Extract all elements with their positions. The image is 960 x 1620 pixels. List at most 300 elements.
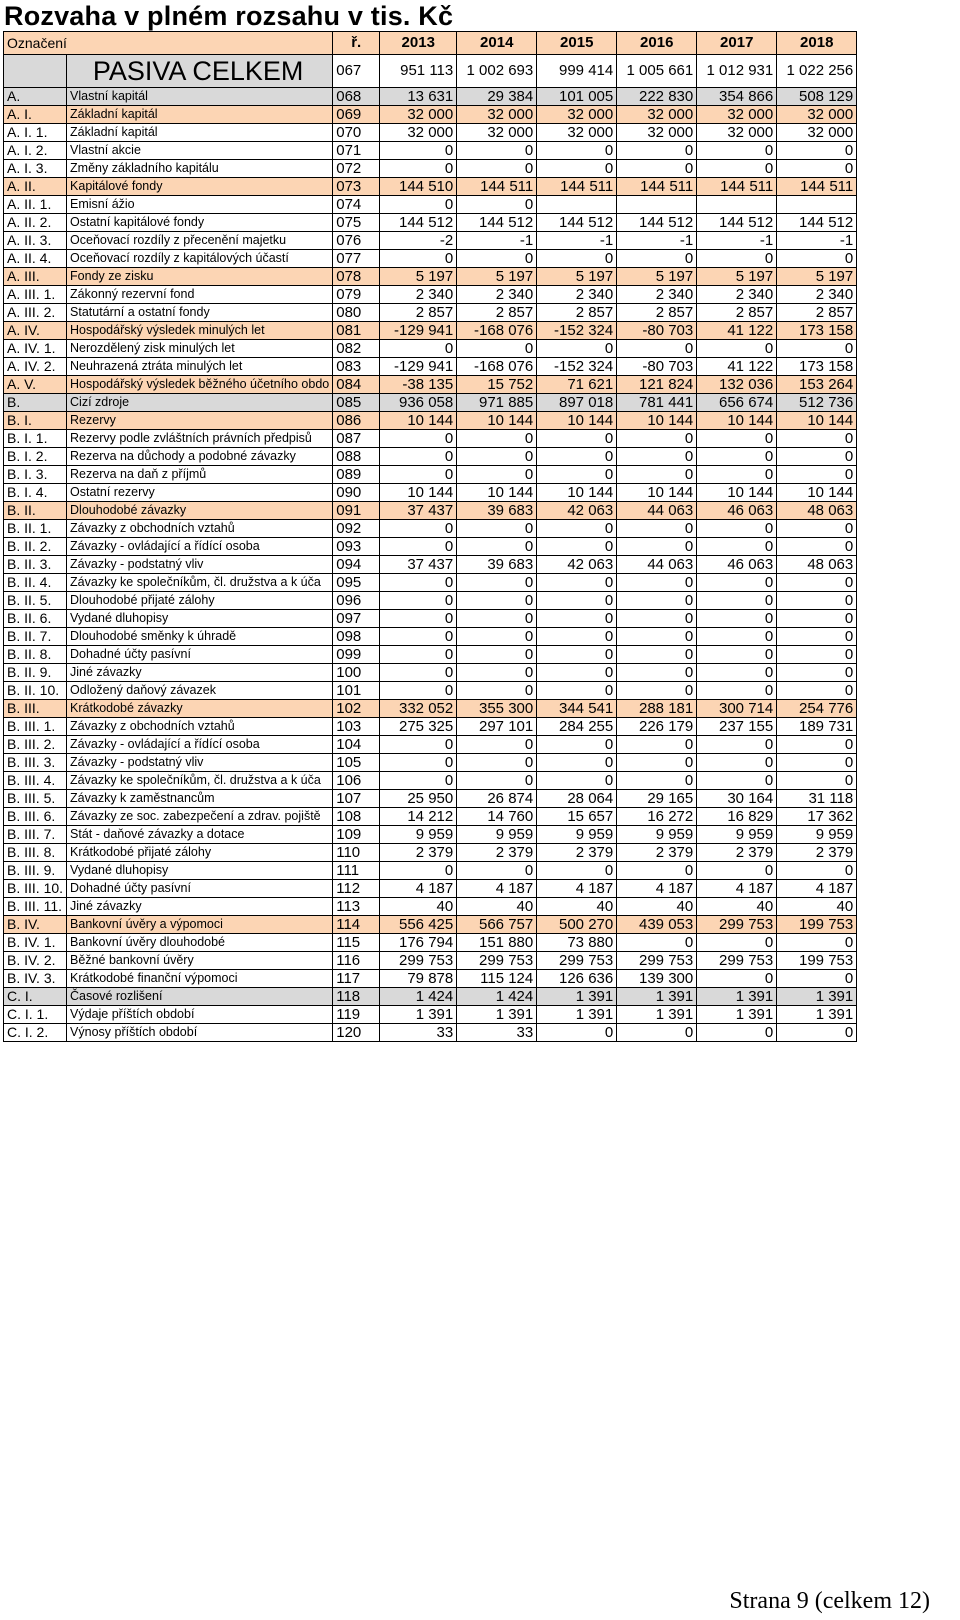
row-value: 0 xyxy=(697,754,777,772)
row-value: 0 xyxy=(697,574,777,592)
row-value: 0 xyxy=(697,646,777,664)
row-value: 32 000 xyxy=(380,124,457,142)
table-row xyxy=(4,556,857,574)
row-value: 0 xyxy=(537,754,617,772)
row-value: 0 xyxy=(697,160,777,178)
row-name: Hospodářský výsledek minulých let xyxy=(67,322,333,340)
row-code: B. II. 1. xyxy=(4,520,67,538)
table-row xyxy=(4,826,857,844)
row-value: 40 xyxy=(537,898,617,916)
row-name: Stát - daňové závazky a dotace xyxy=(67,826,333,844)
row-value: 121 824 xyxy=(617,376,697,394)
row-value: 15 657 xyxy=(537,808,617,826)
row-name: Závazky ke společníkům, čl. družstva a k úča xyxy=(67,772,333,790)
table-row xyxy=(4,574,857,592)
row-value: 0 xyxy=(380,448,457,466)
row-value: 897 018 xyxy=(537,394,617,412)
row-value: -152 324 xyxy=(537,322,617,340)
row-name: Běžné bankovní úvěry xyxy=(67,952,333,970)
row-value: 10 144 xyxy=(617,412,697,430)
row-value: 37 437 xyxy=(380,502,457,520)
row-value: 1 391 xyxy=(697,988,777,1006)
row-value: 0 xyxy=(697,934,777,952)
row-value: 32 000 xyxy=(777,124,857,142)
row-code: B. II. 8. xyxy=(4,646,67,664)
row-value: 0 xyxy=(537,466,617,484)
row-value: 0 xyxy=(457,862,537,880)
row-name: Závazky k zaměstnancům xyxy=(67,790,333,808)
row-code: B. III. 9. xyxy=(4,862,67,880)
row-value: 0 xyxy=(380,610,457,628)
row-number: 091 xyxy=(333,502,380,520)
row-value: 936 058 xyxy=(380,394,457,412)
row-value: 0 xyxy=(457,466,537,484)
row-value: 300 714 xyxy=(697,700,777,718)
row-number: 080 xyxy=(333,304,380,322)
row-value: 0 xyxy=(777,682,857,700)
row-value: 0 xyxy=(617,592,697,610)
row-code: B. III. 8. xyxy=(4,844,67,862)
row-name: Základní kapitál xyxy=(67,124,333,142)
page-title: Rozvaha v plném rozsahu v tis. Kč xyxy=(4,1,454,31)
total-value: 951 113 xyxy=(380,55,457,88)
row-value: 0 xyxy=(537,628,617,646)
row-value: 48 063 xyxy=(777,556,857,574)
row-code: B. xyxy=(4,394,67,412)
row-value: 32 000 xyxy=(697,124,777,142)
row-value: 439 053 xyxy=(617,916,697,934)
row-number: 069 xyxy=(333,106,380,124)
row-name: Hospodářský výsledek běžného účetního obdo xyxy=(67,376,333,394)
row-value xyxy=(697,196,777,214)
row-value: 0 xyxy=(537,646,617,664)
row-code: A. III. xyxy=(4,268,67,286)
row-code: B. IV. xyxy=(4,916,67,934)
row-number: 087 xyxy=(333,430,380,448)
table-row xyxy=(4,664,857,682)
row-value: 0 xyxy=(380,754,457,772)
row-code: A. IV. xyxy=(4,322,67,340)
row-value: 40 xyxy=(777,898,857,916)
row-code: B. III. 2. xyxy=(4,736,67,754)
row-value: 0 xyxy=(617,736,697,754)
row-value: 5 197 xyxy=(457,268,537,286)
row-name: Závazky ze soc. zabezpečení a zdrav. pojiště xyxy=(67,808,333,826)
row-code: A. II. 3. xyxy=(4,232,67,250)
row-number: 111 xyxy=(333,862,380,880)
table-row xyxy=(4,808,857,826)
row-value: 0 xyxy=(457,628,537,646)
row-name: Vlastní akcie xyxy=(67,142,333,160)
table-row xyxy=(4,718,857,736)
row-code: A. IV. 1. xyxy=(4,340,67,358)
table-row xyxy=(4,484,857,502)
row-value: 144 511 xyxy=(457,178,537,196)
row-code: B. II. 4. xyxy=(4,574,67,592)
row-number: 083 xyxy=(333,358,380,376)
row-name: Fondy ze zisku xyxy=(67,268,333,286)
row-value: 0 xyxy=(617,448,697,466)
table-row xyxy=(4,232,857,250)
row-value: 0 xyxy=(617,538,697,556)
row-value: 0 xyxy=(537,160,617,178)
row-value: 299 753 xyxy=(697,952,777,970)
row-value: 2 379 xyxy=(617,844,697,862)
row-value: 0 xyxy=(697,970,777,988)
balance-sheet-table xyxy=(3,31,857,1042)
row-name: Dohadné účty pasívní xyxy=(67,880,333,898)
table-row xyxy=(4,736,857,754)
row-value: -129 941 xyxy=(380,322,457,340)
row-value: 0 xyxy=(777,430,857,448)
table-row xyxy=(4,286,857,304)
table-row xyxy=(4,1006,857,1024)
row-name: Vlastní kapitál xyxy=(67,88,333,106)
row-code: B. III. xyxy=(4,700,67,718)
table-row xyxy=(4,934,857,952)
row-value: 354 866 xyxy=(697,88,777,106)
row-value: 32 000 xyxy=(537,106,617,124)
row-name: Rezerva na důchody a podobné závazky xyxy=(67,448,333,466)
row-value: 0 xyxy=(777,646,857,664)
table-row xyxy=(4,628,857,646)
row-code: A. xyxy=(4,88,67,106)
row-value: 9 959 xyxy=(380,826,457,844)
row-value: 0 xyxy=(617,430,697,448)
row-value: 5 197 xyxy=(777,268,857,286)
row-value: 32 000 xyxy=(380,106,457,124)
row-value: 0 xyxy=(457,592,537,610)
row-value: 4 187 xyxy=(777,880,857,898)
table-row xyxy=(4,376,857,394)
row-value: 0 xyxy=(697,862,777,880)
row-value: 2 379 xyxy=(697,844,777,862)
row-value: 500 270 xyxy=(537,916,617,934)
row-number: 100 xyxy=(333,664,380,682)
table-row xyxy=(4,124,857,142)
row-value: 0 xyxy=(777,538,857,556)
row-value: 31 118 xyxy=(777,790,857,808)
row-value: 1 424 xyxy=(457,988,537,1006)
row-value: 42 063 xyxy=(537,502,617,520)
row-code: B. I. 1. xyxy=(4,430,67,448)
row-value: -1 xyxy=(537,232,617,250)
row-value: 355 300 xyxy=(457,700,537,718)
row-name: Závazky ke společníkům, čl. družstva a k úča xyxy=(67,574,333,592)
row-name: Rezervy xyxy=(67,412,333,430)
row-name: Ostatní rezervy xyxy=(67,484,333,502)
row-name: Dlouhodobé směnky k úhradě xyxy=(67,628,333,646)
row-value: 0 xyxy=(380,574,457,592)
row-value: 0 xyxy=(537,538,617,556)
row-number: 103 xyxy=(333,718,380,736)
total-value: 999 414 xyxy=(537,55,617,88)
header-year: 2018 xyxy=(777,32,857,55)
row-value: -168 076 xyxy=(457,358,537,376)
row-value: 0 xyxy=(617,574,697,592)
row-value: -80 703 xyxy=(617,322,697,340)
header-year: 2015 xyxy=(537,32,617,55)
header-year: 2014 xyxy=(457,32,537,55)
row-number: 106 xyxy=(333,772,380,790)
row-value: 0 xyxy=(457,196,537,214)
row-name: Oceňovací rozdíly z kapitálových účastí xyxy=(67,250,333,268)
row-name: Krátkodobé finanční výpomoci xyxy=(67,970,333,988)
row-value: 176 794 xyxy=(380,934,457,952)
row-code: B. I. 4. xyxy=(4,484,67,502)
row-code: A. II. 4. xyxy=(4,250,67,268)
row-value: 0 xyxy=(380,250,457,268)
row-value: 2 857 xyxy=(617,304,697,322)
row-number: 112 xyxy=(333,880,380,898)
row-value: 0 xyxy=(777,448,857,466)
table-row xyxy=(4,160,857,178)
row-code: C. I. 1. xyxy=(4,1006,67,1024)
row-value: 0 xyxy=(777,1024,857,1042)
row-value: 0 xyxy=(537,592,617,610)
table-row xyxy=(4,142,857,160)
row-value: 32 000 xyxy=(697,106,777,124)
row-value: 0 xyxy=(617,664,697,682)
table-row xyxy=(4,466,857,484)
table-row xyxy=(4,304,857,322)
row-name: Kapitálové fondy xyxy=(67,178,333,196)
row-value: 1 391 xyxy=(457,1006,537,1024)
row-value: 0 xyxy=(537,340,617,358)
row-name: Závazky - podstatný vliv xyxy=(67,556,333,574)
row-value: 0 xyxy=(777,610,857,628)
row-value: 0 xyxy=(537,664,617,682)
row-value: 30 164 xyxy=(697,790,777,808)
row-value: 0 xyxy=(537,1024,617,1042)
row-value: 288 181 xyxy=(617,700,697,718)
row-value: 297 101 xyxy=(457,718,537,736)
row-number: 079 xyxy=(333,286,380,304)
row-value: 0 xyxy=(617,862,697,880)
row-value: 1 424 xyxy=(380,988,457,1006)
total-label: PASIVA CELKEM xyxy=(67,55,333,88)
row-value xyxy=(777,196,857,214)
header-label: Označení xyxy=(4,32,333,55)
row-number: 119 xyxy=(333,1006,380,1024)
row-value: 9 959 xyxy=(457,826,537,844)
row-number: 096 xyxy=(333,592,380,610)
row-value: 1 391 xyxy=(617,1006,697,1024)
row-value: 344 541 xyxy=(537,700,617,718)
row-value: 0 xyxy=(777,664,857,682)
row-value: 1 391 xyxy=(697,1006,777,1024)
row-code: B. I. 3. xyxy=(4,466,67,484)
row-value: 0 xyxy=(617,610,697,628)
row-number: 075 xyxy=(333,214,380,232)
row-value: 254 776 xyxy=(777,700,857,718)
row-name: Výdaje příštích období xyxy=(67,1006,333,1024)
table-row xyxy=(4,538,857,556)
row-value: 0 xyxy=(537,682,617,700)
table-row xyxy=(4,88,857,106)
row-value: 0 xyxy=(617,1024,697,1042)
row-value: 0 xyxy=(457,160,537,178)
row-value xyxy=(537,196,617,214)
row-code: B. III. 10. xyxy=(4,880,67,898)
row-value: 4 187 xyxy=(457,880,537,898)
row-number: 107 xyxy=(333,790,380,808)
row-value: 4 187 xyxy=(537,880,617,898)
row-number: 089 xyxy=(333,466,380,484)
row-value: 0 xyxy=(777,160,857,178)
table-row xyxy=(4,592,857,610)
row-value: 0 xyxy=(537,250,617,268)
row-value: 299 753 xyxy=(380,952,457,970)
row-value: 14 760 xyxy=(457,808,537,826)
row-code: B. IV. 3. xyxy=(4,970,67,988)
row-value: 5 197 xyxy=(697,268,777,286)
row-code: B. IV. 2. xyxy=(4,952,67,970)
row-value: 26 874 xyxy=(457,790,537,808)
row-value: 0 xyxy=(777,592,857,610)
row-value: 10 144 xyxy=(617,484,697,502)
row-code: B. III. 7. xyxy=(4,826,67,844)
row-value: 173 158 xyxy=(777,358,857,376)
row-value: 189 731 xyxy=(777,718,857,736)
row-value: 5 197 xyxy=(617,268,697,286)
row-name: Statutární a ostatní fondy xyxy=(67,304,333,322)
row-value: 0 xyxy=(537,736,617,754)
table-row xyxy=(4,880,857,898)
row-value: 0 xyxy=(697,664,777,682)
row-value: 41 122 xyxy=(697,358,777,376)
row-value: 2 379 xyxy=(777,844,857,862)
row-value: 9 959 xyxy=(537,826,617,844)
row-value: 0 xyxy=(777,772,857,790)
row-value: 0 xyxy=(537,862,617,880)
row-value: -129 941 xyxy=(380,358,457,376)
row-value: 0 xyxy=(457,682,537,700)
row-code: C. I. xyxy=(4,988,67,1006)
row-value: 32 000 xyxy=(537,124,617,142)
row-code: B. IV. 1. xyxy=(4,934,67,952)
row-code: A. I. 1. xyxy=(4,124,67,142)
row-value: 0 xyxy=(380,772,457,790)
row-number: 086 xyxy=(333,412,380,430)
total-value: 1 012 931 xyxy=(697,55,777,88)
row-value: 39 683 xyxy=(457,502,537,520)
row-value: 32 000 xyxy=(777,106,857,124)
row-number: 082 xyxy=(333,340,380,358)
row-number: 110 xyxy=(333,844,380,862)
row-value: 101 005 xyxy=(537,88,617,106)
row-value: 0 xyxy=(697,610,777,628)
row-number: 108 xyxy=(333,808,380,826)
row-code: A. III. 2. xyxy=(4,304,67,322)
row-value: 2 379 xyxy=(537,844,617,862)
row-value: -80 703 xyxy=(617,358,697,376)
row-value: 15 752 xyxy=(457,376,537,394)
row-value: 2 857 xyxy=(537,304,617,322)
row-code: B. III. 5. xyxy=(4,790,67,808)
row-value: 0 xyxy=(777,754,857,772)
row-value: 144 511 xyxy=(537,178,617,196)
row-value: 144 512 xyxy=(537,214,617,232)
row-name: Závazky - ovládající a řídící osoba xyxy=(67,538,333,556)
row-name: Změny základního kapitálu xyxy=(67,160,333,178)
row-value: 10 144 xyxy=(380,412,457,430)
row-value: 222 830 xyxy=(617,88,697,106)
row-value: 41 122 xyxy=(697,322,777,340)
row-number: 072 xyxy=(333,160,380,178)
row-value: 0 xyxy=(457,610,537,628)
row-number: 098 xyxy=(333,628,380,646)
row-code: A. I. xyxy=(4,106,67,124)
row-value: 10 144 xyxy=(537,412,617,430)
row-value: 656 674 xyxy=(697,394,777,412)
row-value: 0 xyxy=(380,682,457,700)
row-value: 2 857 xyxy=(777,304,857,322)
row-value: 226 179 xyxy=(617,718,697,736)
row-value: 0 xyxy=(537,430,617,448)
row-value: 0 xyxy=(380,466,457,484)
row-value: 0 xyxy=(697,448,777,466)
row-value: 10 144 xyxy=(457,484,537,502)
row-value: 0 xyxy=(380,196,457,214)
row-value: 2 379 xyxy=(457,844,537,862)
row-value: 0 xyxy=(697,142,777,160)
row-value: 32 000 xyxy=(617,124,697,142)
total-row-number: 067 xyxy=(333,55,380,88)
row-value: 781 441 xyxy=(617,394,697,412)
row-value: -1 xyxy=(457,232,537,250)
row-code: A. V. xyxy=(4,376,67,394)
row-name: Bankovní úvěry dlouhodobé xyxy=(67,934,333,952)
row-value: 0 xyxy=(617,628,697,646)
table-row xyxy=(4,268,857,286)
row-number: 084 xyxy=(333,376,380,394)
row-value: 299 753 xyxy=(617,952,697,970)
row-value: 0 xyxy=(697,250,777,268)
row-value: 44 063 xyxy=(617,556,697,574)
row-code: A. IV. 2. xyxy=(4,358,67,376)
table-row xyxy=(4,322,857,340)
row-value: 566 757 xyxy=(457,916,537,934)
row-value: 1 391 xyxy=(537,988,617,1006)
row-value: 32 000 xyxy=(617,106,697,124)
row-value: 10 144 xyxy=(537,484,617,502)
row-value: 9 959 xyxy=(777,826,857,844)
row-value: 284 255 xyxy=(537,718,617,736)
row-value: 144 512 xyxy=(777,214,857,232)
row-value xyxy=(617,196,697,214)
row-name: Jiné závazky xyxy=(67,898,333,916)
row-number: 114 xyxy=(333,916,380,934)
row-value: 0 xyxy=(457,664,537,682)
page-number: Strana 9 (celkem 12) xyxy=(729,1588,930,1614)
row-value: 199 753 xyxy=(777,952,857,970)
row-number: 102 xyxy=(333,700,380,718)
row-number: 071 xyxy=(333,142,380,160)
row-value: 237 155 xyxy=(697,718,777,736)
row-value: 0 xyxy=(617,934,697,952)
row-value: 0 xyxy=(380,664,457,682)
row-value: 10 144 xyxy=(777,412,857,430)
row-value: 0 xyxy=(537,610,617,628)
row-value: 29 384 xyxy=(457,88,537,106)
row-value: 1 391 xyxy=(380,1006,457,1024)
row-value: 33 xyxy=(457,1024,537,1042)
row-value: 0 xyxy=(777,142,857,160)
row-value: 2 340 xyxy=(457,286,537,304)
row-code: B. III. 3. xyxy=(4,754,67,772)
table-row xyxy=(4,700,857,718)
